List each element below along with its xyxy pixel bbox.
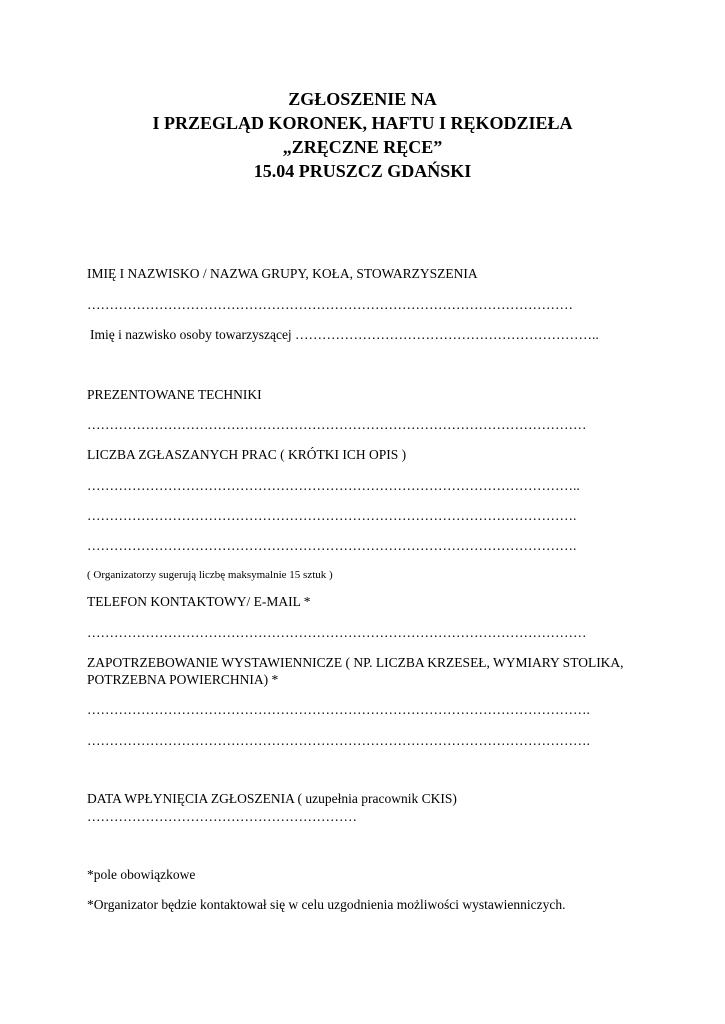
title-line-3: „ZRĘCZNE RĘCE”	[282, 137, 443, 157]
date-label: DATA WPŁYNIĘCIA ZGŁOSZENIA ( uzupełnia pracownik CKIS)	[87, 791, 457, 806]
needs-label-line-1: ZAPOTRZEBOWANIE WYSTAWIENNICZE ( NP. LICZBA KRZESEŁ, WYMIARY STOLIKA,	[87, 655, 624, 670]
title-line-1: ZGŁOSZENIE NA	[288, 89, 437, 109]
works-field-3[interactable]: ……………………………………………………………………………………………….	[87, 538, 577, 553]
name-field[interactable]: ………………………………………………………………………………………………	[87, 297, 573, 312]
needs-label-line-2: POTRZEBNA POWIERCHNIA) *	[87, 672, 279, 687]
title-line-4: 15.04 PRUSZCZ GDAŃSKI	[253, 161, 472, 181]
works-label: LICZBA ZGŁASZANYCH PRAC ( KRÓTKI ICH OPIS )	[87, 447, 407, 462]
needs-field-1[interactable]: ………………………………………………………………………………………………….	[87, 702, 590, 717]
required-note: *pole obowiązkowe	[87, 867, 196, 882]
title-line-2: I PRZEGLĄD KORONEK, HAFTU I RĘKODZIEŁA	[152, 113, 573, 133]
companion-label[interactable]: Imię i nazwisko osoby towarzyszącej …………………………………………………………..	[90, 327, 599, 342]
organizer-note: *Organizator będzie kontaktował się w celu uzgodnienia możliwości wystawienniczych.	[87, 897, 566, 912]
techniques-field[interactable]: …………………………………………………………………………………………………	[87, 417, 587, 432]
techniques-label: PREZENTOWANE TECHNIKI	[87, 387, 262, 402]
date-field[interactable]: ……………………………………………………	[87, 809, 357, 824]
needs-field-2[interactable]: ………………………………………………………………………………………………….	[87, 733, 590, 748]
works-field-2[interactable]: ……………………………………………………………………………………………….	[87, 508, 577, 523]
name-label: IMIĘ I NAZWISKO / NAZWA GRUPY, KOŁA, STOWARZYSZENIA	[87, 266, 478, 281]
contact-label: TELEFON KONTAKTOWY/ E-MAIL *	[87, 594, 311, 609]
works-note: ( Organizatorzy sugerują liczbę maksymalnie 15 sztuk )	[87, 569, 333, 581]
contact-field[interactable]: …………………………………………………………………………………………………	[87, 625, 587, 640]
works-field-1[interactable]: ………………………………………………………………………………………………..	[87, 478, 580, 493]
